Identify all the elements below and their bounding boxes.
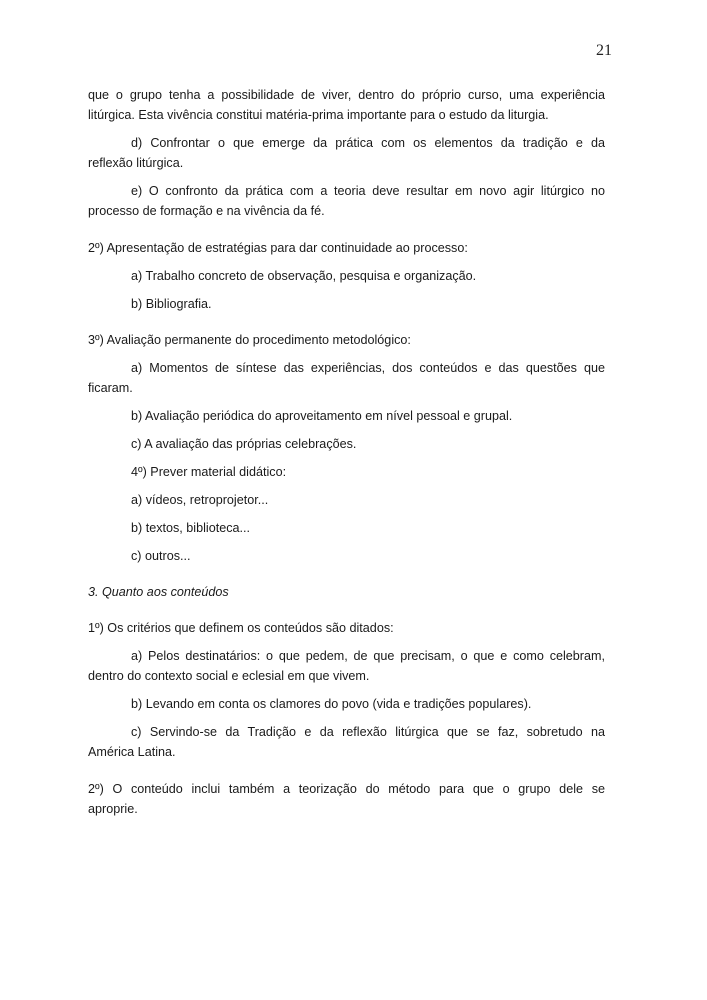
- paragraph-line: aproprie.: [88, 802, 138, 816]
- paragraph-line: reflexão litúrgica.: [88, 156, 184, 170]
- list-item: c) outros...: [131, 549, 191, 563]
- list-item-d: d) Confrontar o que emerge da prática com os elementos da tradição e da: [131, 136, 605, 150]
- numbered-heading-4: 4º) Prever material didático:: [131, 465, 287, 479]
- list-item: c) Servindo-se da Tradição e da reflexão litúrgica que se faz, sobretudo na: [131, 725, 605, 739]
- list-item: a) Trabalho concreto de observação, pesquisa e organização.: [131, 269, 477, 283]
- paragraph-line: processo de formação e na vivência da fé.: [88, 204, 325, 218]
- numbered-heading-1: 1º) Os critérios que definem os conteúdos são ditados:: [88, 621, 394, 635]
- list-item-e: e) O confronto da prática com a teoria deve resultar em novo agir litúrgico no: [131, 184, 605, 198]
- list-item: b) Levando em conta os clamores do povo (vida e tradições populares).: [131, 697, 532, 711]
- paragraph-line: litúrgica. Esta vivência constitui matéria-prima importante para o estudo da liturgia.: [88, 108, 549, 122]
- paragraph-line: dentro do contexto social e eclesial em que vivem.: [88, 669, 370, 683]
- paragraph-line: América Latina.: [88, 745, 176, 759]
- numbered-heading-2: 2º) Apresentação de estratégias para dar continuidade ao processo:: [88, 241, 468, 255]
- paragraph-line: ficaram.: [88, 381, 133, 395]
- numbered-heading-3: 3º) Avaliação permanente do procedimento metodológico:: [88, 333, 411, 347]
- list-item: a) vídeos, retroprojetor...: [131, 493, 269, 507]
- paragraph-line: que o grupo tenha a possibilidade de viver, dentro do próprio curso, uma experiência: [88, 88, 605, 102]
- list-item: a) Momentos de síntese das experiências, dos conteúdos e das questões que: [131, 361, 605, 375]
- page-number: 21: [596, 42, 612, 59]
- list-item: b) textos, biblioteca...: [131, 521, 251, 535]
- list-item: a) Pelos destinatários: o que pedem, de que precisam, o que e como celebram,: [131, 649, 605, 663]
- list-item: b) Bibliografia.: [131, 297, 212, 311]
- list-item: c) A avaliação das próprias celebrações.: [131, 437, 357, 451]
- list-item: b) Avaliação periódica do aproveitamento em nível pessoal e grupal.: [131, 409, 513, 423]
- section-heading: 3. Quanto aos conteúdos: [88, 585, 229, 599]
- numbered-heading-2b: 2º) O conteúdo inclui também a teorização do método para que o grupo dele se: [88, 782, 605, 796]
